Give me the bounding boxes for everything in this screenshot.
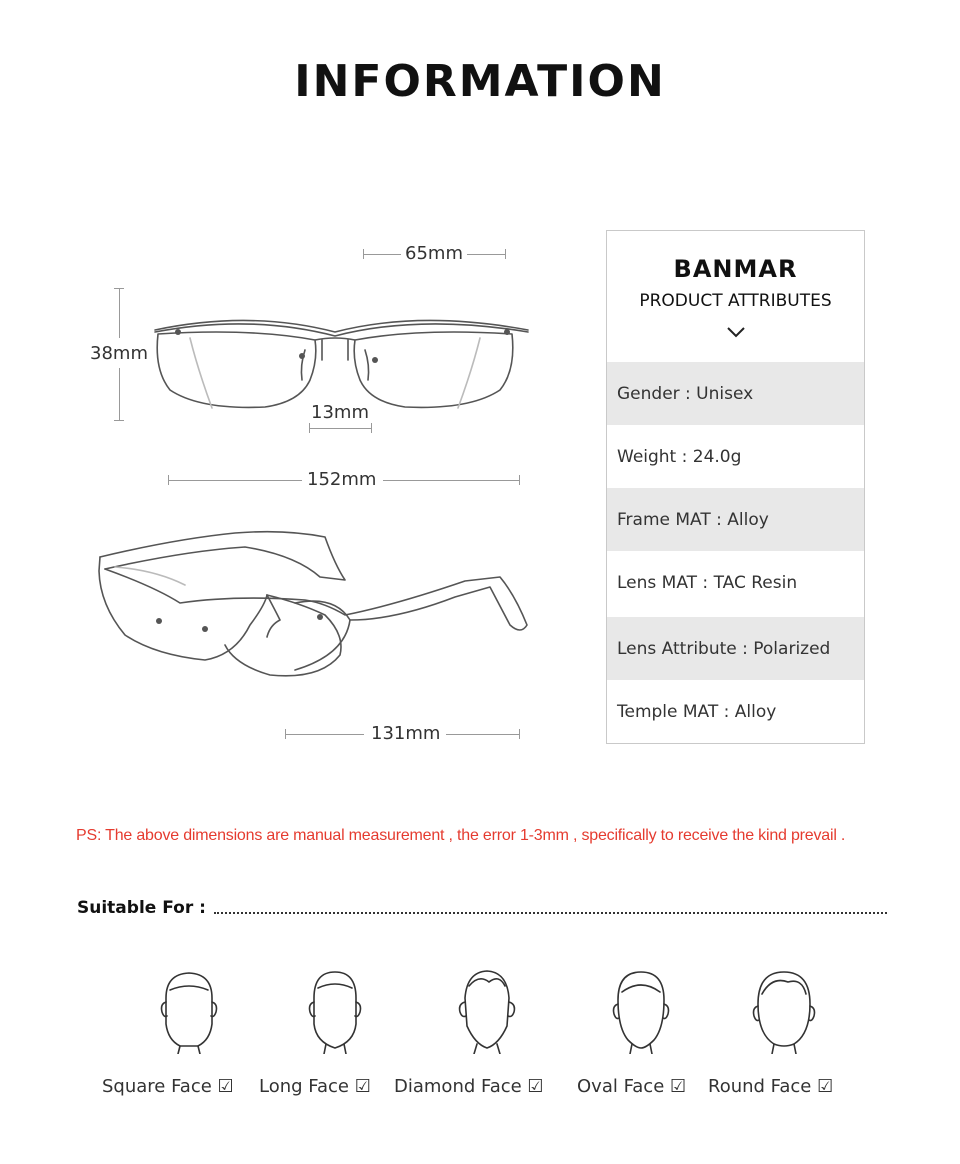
chevron-down-icon bbox=[726, 326, 746, 338]
measurement-note: PS: The above dimensions are manual measurement , the error 1-3mm , specifically to receive the kind prevail . bbox=[76, 827, 846, 844]
dimension-tick bbox=[309, 423, 310, 433]
frame-width-label: 152mm bbox=[307, 469, 377, 490]
brand-logo: BANMAR bbox=[673, 255, 798, 283]
dimension-tick bbox=[168, 475, 169, 485]
product-attributes-panel bbox=[606, 230, 865, 744]
dimension-tick bbox=[114, 420, 124, 421]
attribute-text: Gender : Unisex bbox=[617, 383, 754, 404]
attribute-text: Lens MAT : TAC Resin bbox=[617, 572, 798, 593]
long-face-icon bbox=[304, 968, 366, 1054]
face-label-oval: Oval Face ☑ bbox=[577, 1076, 687, 1097]
dimension-tick bbox=[505, 249, 506, 259]
dimension-line bbox=[168, 480, 302, 481]
dimension-line bbox=[467, 254, 505, 255]
dimension-line bbox=[363, 254, 401, 255]
face-label-square: Square Face ☑ bbox=[102, 1076, 234, 1097]
dimension-line bbox=[309, 428, 371, 429]
attribute-row-lens-attribute bbox=[607, 617, 864, 680]
attribute-row-frame bbox=[607, 488, 864, 551]
dimension-line bbox=[285, 734, 364, 735]
lens-width-label: 65mm bbox=[405, 243, 463, 264]
dimension-tick bbox=[519, 475, 520, 485]
attribute-row-gender bbox=[607, 362, 864, 425]
square-face-icon bbox=[158, 968, 220, 1054]
attribute-row-lens bbox=[607, 551, 864, 614]
suitable-for-label: Suitable For : bbox=[77, 898, 206, 918]
dimension-tick bbox=[519, 729, 520, 739]
round-face-icon bbox=[752, 968, 816, 1054]
attribute-text: Temple MAT : Alloy bbox=[617, 701, 777, 722]
oval-face-icon bbox=[610, 968, 672, 1054]
lens-height-label: 38mm bbox=[90, 343, 148, 364]
dimension-tick bbox=[363, 249, 364, 259]
glasses-front-icon bbox=[150, 310, 535, 415]
panel-subtitle: PRODUCT ATTRIBUTES bbox=[639, 291, 832, 311]
glasses-side-icon bbox=[95, 525, 535, 685]
dimension-line bbox=[119, 368, 120, 420]
page-title: INFORMATION bbox=[294, 56, 666, 107]
dimension-tick bbox=[371, 423, 372, 433]
attribute-text: Weight : 24.0g bbox=[617, 446, 742, 467]
attribute-text: Frame MAT : Alloy bbox=[617, 509, 769, 530]
dimension-line bbox=[383, 480, 519, 481]
attribute-text: Lens Attribute : Polarized bbox=[617, 638, 831, 659]
attribute-row-weight bbox=[607, 425, 864, 488]
dimension-tick bbox=[114, 288, 124, 289]
face-label-round: Round Face ☑ bbox=[708, 1076, 834, 1097]
face-label-long: Long Face ☑ bbox=[259, 1076, 371, 1097]
dimension-line bbox=[119, 288, 120, 338]
dimension-tick bbox=[285, 729, 286, 739]
bridge-label: 13mm bbox=[311, 402, 369, 423]
face-label-diamond: Diamond Face ☑ bbox=[394, 1076, 544, 1097]
diamond-face-icon bbox=[455, 968, 519, 1054]
attribute-row-temple bbox=[607, 680, 864, 743]
temple-length-label: 131mm bbox=[371, 723, 441, 744]
dimension-line bbox=[446, 734, 519, 735]
dotted-leader bbox=[214, 912, 887, 914]
